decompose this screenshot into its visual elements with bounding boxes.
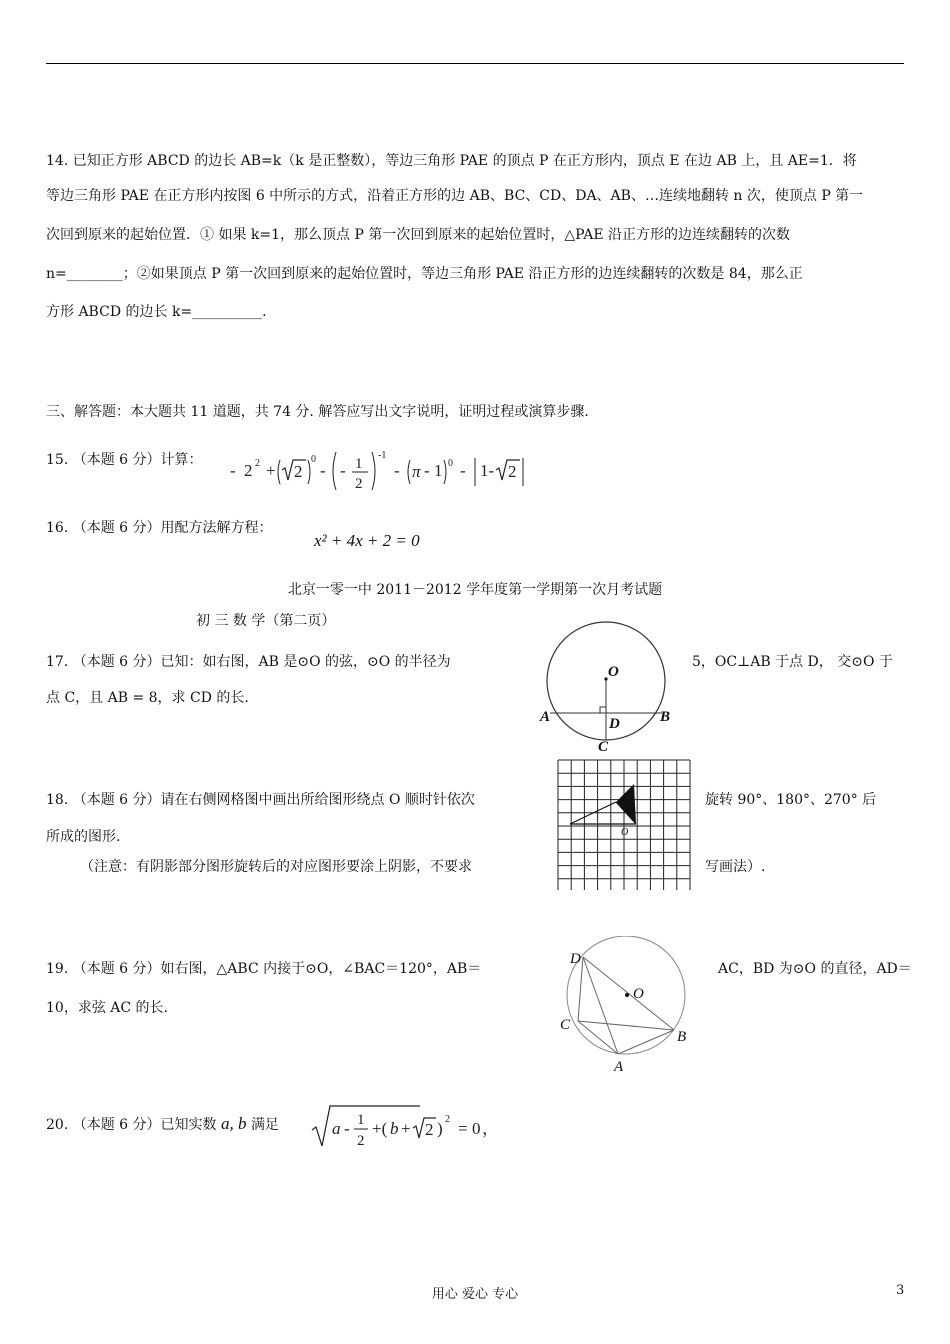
q18-shaded-triangle — [616, 784, 636, 824]
q18-line-1-right: 旋转 90°、180°、270° 后 — [705, 792, 877, 808]
q20-den: 2 — [357, 1133, 365, 1149]
q16-label: 16. （本题 6 分）用配方法解方程： — [46, 520, 273, 536]
q17-label-o: O — [608, 664, 619, 680]
q17-label-c: C — [598, 739, 609, 755]
q14-line-1: 14. 已知正方形 ABCD 的边长 AB=k（k 是正整数），等边三角形 PAE 的顶点 P 在正方形内，顶点 E 在边 AB 上，且 AE=1．将 — [46, 153, 857, 169]
svg-text:-: - — [230, 461, 236, 480]
top-rule — [46, 63, 904, 64]
q20-num: 1 — [357, 1112, 365, 1128]
q15-half-den: 2 — [355, 476, 363, 492]
q15-base: 2 — [244, 461, 253, 480]
q20-a: a — [332, 1119, 341, 1138]
q14-line-4: n=________；②如果顶点 P 第一次回到原来的起始位置时，等边三角形 PAE 沿正方形的边连续翻转的次数是 84，那么正 — [46, 266, 803, 282]
q19-line-1-right: AC，BD 为⊙O 的直径，AD＝ — [718, 961, 912, 977]
page-number: 3 — [896, 1283, 905, 1298]
q15-label: 15. （本题 6 分）计算： — [46, 452, 203, 468]
q20-exp: 2 — [445, 1114, 450, 1125]
q17-line-1: 17. （本题 6 分）已知：如右图，AB 是⊙O 的弦，⊙O 的半径为 — [46, 654, 451, 670]
q18-grid — [558, 760, 690, 890]
q19-label-c: C — [560, 1017, 571, 1033]
q15-sqrt2b: 2 — [508, 462, 517, 481]
q17-label-a: A — [540, 709, 551, 725]
q19-label-b: B — [677, 1029, 687, 1045]
q15-exp-0: 0 — [311, 454, 316, 465]
q15-sqrt2: 2 — [294, 462, 303, 481]
q19-label-a: A — [614, 1059, 624, 1075]
q17-figure — [536, 618, 686, 758]
q19-line-1: 19. （本题 6 分）如右图，△ABC 内接于⊙O，∠BAC＝120°，AB＝ — [46, 961, 482, 977]
svg-text:-: - — [320, 461, 326, 480]
svg-text:-: - — [344, 1119, 350, 1138]
footer-motto: 用心 爱心 专心 — [431, 1287, 519, 1302]
q20-b: b — [390, 1119, 399, 1138]
exam-header: 北京一零一中 2011－2012 学年度第一学期第一次月考试题 — [287, 582, 663, 598]
q18-line-3: （注意：有阴影部分图形旋转后的对应图形要涂上阴影，不要求 — [80, 859, 472, 875]
q17-line-1-right: 5，OC⊥AB 于点 D， 交⊙O 于 — [692, 654, 893, 670]
q15-exp-neg1: -1 — [378, 450, 387, 461]
q20-rhs: 0 — [472, 1119, 481, 1138]
q15-pi: π — [412, 462, 421, 481]
q15-formula — [222, 446, 532, 494]
svg-text:-: - — [460, 461, 466, 480]
q20-label — [46, 1114, 279, 1134]
q19-label-d: D — [570, 951, 581, 967]
svg-text:1-: 1- — [480, 461, 495, 480]
q14-line-2: 等边三角形 PAE 在正方形内按图 6 中所示的方式，沿着正方形的边 AB、BC、CD、DA、AB、…连续地翻转 n 次，使顶点 P 第一 — [46, 188, 864, 204]
q17-label-d: D — [609, 716, 620, 732]
exam-subheader: 初 三 数 学（第二页） — [196, 613, 336, 629]
svg-text:+: + — [266, 461, 276, 480]
q14-line-5: 方形 ABCD 的边长 k=__________. — [46, 304, 267, 320]
q20-tail: ， — [482, 1119, 499, 1138]
q18-line-3-right: 写画法）. — [705, 859, 766, 875]
q19-figure — [550, 936, 700, 1076]
q15-exp-0b: 0 — [448, 458, 453, 469]
svg-text:-: - — [340, 461, 346, 480]
q18-label-o: O — [621, 827, 629, 838]
q15-exp-1: 2 — [255, 458, 260, 469]
q18-grid-figure — [556, 758, 692, 890]
q20-vars: a, b — [220, 1114, 247, 1133]
q15-one: 1 — [434, 461, 443, 480]
q17-label-b: B — [660, 709, 671, 725]
q20-formula — [310, 1100, 510, 1156]
q15-half-num: 1 — [355, 456, 363, 472]
q19-line-2: 10，求弦 AC 的长. — [46, 1000, 168, 1016]
q17-line-2: 点 C，且 AB = 8，求 CD 的长. — [46, 690, 249, 706]
q20-sqrt2: 2 — [425, 1120, 434, 1139]
svg-text:+(: +( — [372, 1119, 388, 1138]
svg-text:-: - — [424, 461, 430, 480]
svg-text:): ) — [437, 1119, 443, 1138]
q20-label-text-2: 满足 — [250, 1117, 279, 1133]
section-3-heading: 三、解答题：本大题共 11 道题，共 74 分. 解答应写出文字说明，证明过程或演算步骤. — [46, 404, 589, 420]
svg-text:+: + — [401, 1119, 411, 1138]
q19-label-o: O — [633, 986, 644, 1002]
q18-line-2: 所成的图形. — [46, 829, 121, 845]
svg-text:-: - — [394, 461, 400, 480]
q18-line-1: 18. （本题 6 分）请在右侧网格图中画出所给图形绕点 O 顺时针依次 — [46, 792, 475, 808]
q14-line-3: 次回到原来的起始位置．① 如果 k=1，那么顶点 P 第一次回到原来的起始位置时，△PAE 沿正方形的边连续翻转的次数 — [46, 227, 791, 243]
q17-right-angle — [600, 707, 606, 713]
q20-label-text: 20. （本题 6 分）已知实数 — [46, 1117, 217, 1133]
svg-text:=: = — [458, 1119, 468, 1138]
q16-equation: x² + 4x + 2 = 0 — [314, 531, 420, 550]
